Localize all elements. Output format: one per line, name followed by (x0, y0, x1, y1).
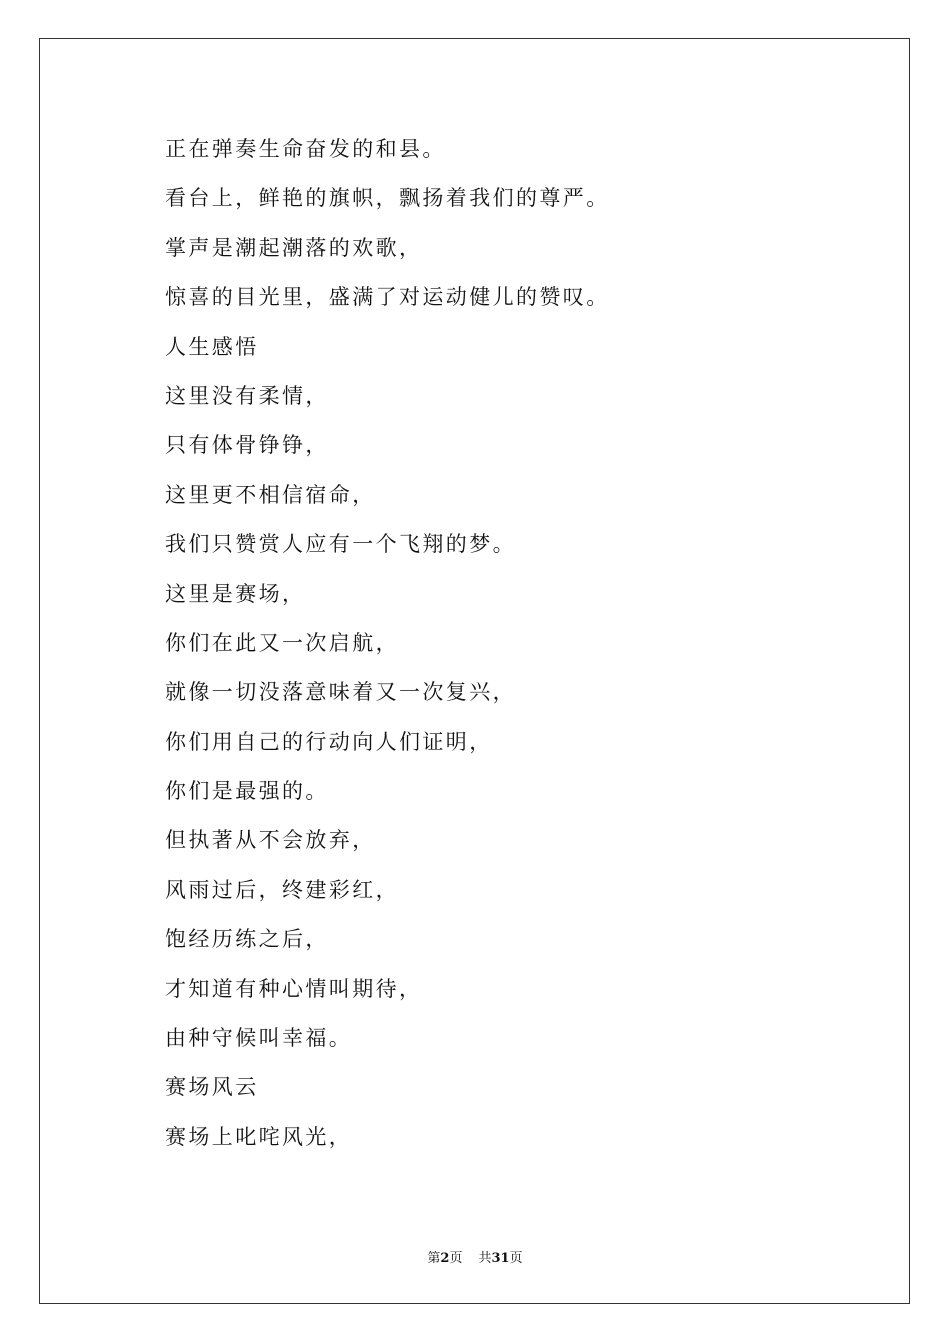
text-line: 惊喜的目光里，盛满了对运动健儿的赞叹。 (165, 285, 610, 310)
page-prefix: 第 (427, 1251, 441, 1266)
page-footer (0, 1247, 950, 1266)
total-pages-number: 31 (491, 1251, 510, 1266)
text-line: 只有体骨铮铮， (165, 433, 329, 458)
text-line: 饱经历练之后， (165, 927, 329, 952)
text-line: 这里是赛场， (165, 581, 306, 606)
section-heading: 赛场风云 (165, 1075, 259, 1100)
text-line: 但执著从不会放弃， (165, 828, 376, 853)
text-line: 正在弹奏生命奋发的和县。 (165, 137, 446, 161)
text-line: 赛场上叱咤风光， (165, 1124, 353, 1149)
text-line: 这里没有柔情， (165, 383, 329, 408)
total-suffix: 页 (509, 1251, 523, 1266)
text-line: 我们只赞赏人应有一个飞翔的梦。 (165, 532, 516, 557)
text-line: 就像一切没落意味着又一次复兴， (165, 680, 516, 705)
section-heading: 人生感悟 (165, 334, 259, 359)
text-line: 你们在此又一次启航， (165, 630, 399, 655)
text-line: 掌声是潮起潮落的欢歌， (165, 235, 423, 260)
text-line: 看台上，鲜艳的旗帜，飘扬着我们的尊严。 (165, 186, 610, 211)
page-suffix: 页 (449, 1251, 463, 1266)
text-line: 风雨过后，终建彩红， (165, 877, 399, 902)
text-line: 你们是最强的。 (165, 779, 329, 804)
text-line: 你们用自己的行动向人们证明， (165, 729, 493, 754)
text-line: 由种守候叫幸福。 (165, 1026, 353, 1051)
document-body (165, 128, 865, 1165)
current-page-number: 2 (440, 1251, 450, 1266)
text-line: 才知道有种心情叫期待， (165, 976, 423, 1001)
total-prefix: 共 (478, 1251, 492, 1266)
text-line: 这里更不相信宿命， (165, 482, 376, 507)
